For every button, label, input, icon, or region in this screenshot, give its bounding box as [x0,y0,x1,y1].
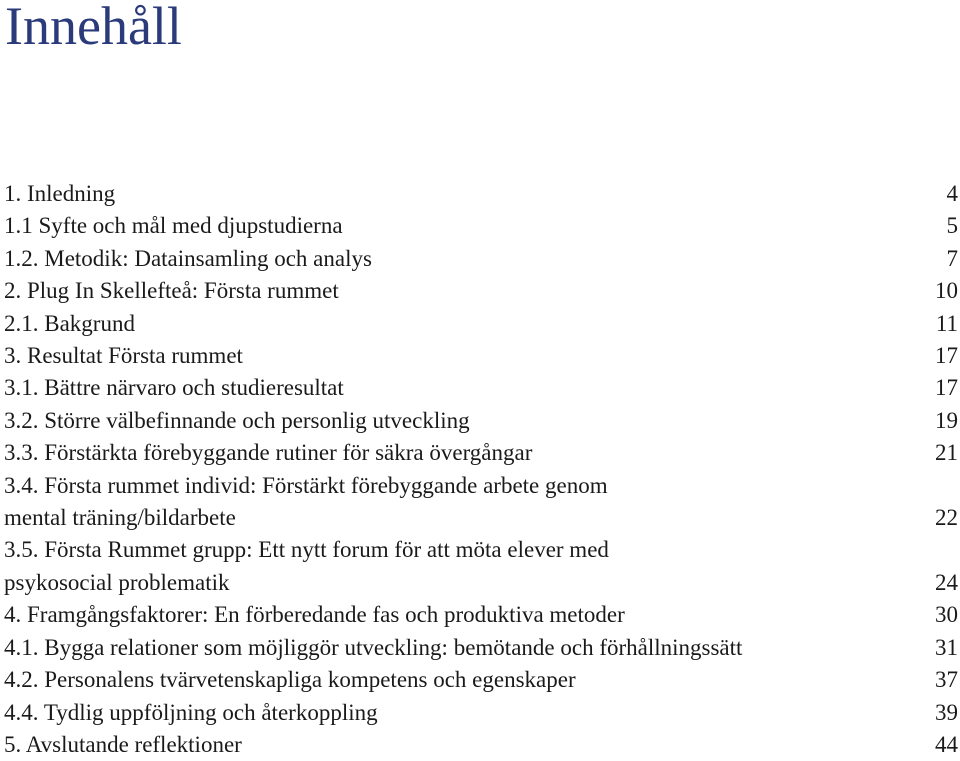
toc-entry-page-number: 22 [935,505,958,531]
toc-entry-title-line: 3.2. Större välbefinnande och personlig utveckling [4,407,470,433]
toc-entry-title-line: 2.1. Bakgrund [4,310,135,336]
toc-entry[interactable] [4,729,960,761]
toc-entry-page-number: 10 [935,278,958,304]
toc-entry-title-line: 3.1. Bättre närvaro och studieresultat [4,375,344,401]
toc-entry-page-number: 17 [935,343,958,369]
toc-entry[interactable] [4,340,960,372]
toc-entry-title-line: 4.1. Bygga relationer som möjliggör utveckling: bemötande och förhållningssätt [4,634,743,660]
toc-entry-page-number: 4 [946,181,958,206]
toc-entry-page-number: 31 [935,634,958,660]
toc-entry[interactable] [4,632,960,664]
toc-entry-title-line: 1.1 Syfte och mål med djupstudierna [4,213,343,239]
toc-entry-title-line: 1. Inledning [4,181,116,206]
toc-entry-title-line: psykosocial problematik [4,569,230,595]
toc-entry-title-line: 3.3. Förstärkta förebyggande rutiner för säkra övergångar [4,440,533,466]
toc-entry-title [4,632,742,664]
toc-entry-title-line: 2. Plug In Skellefteå: Första rummet [4,278,339,304]
toc-entry-title [4,210,343,242]
toc-entry[interactable] [4,437,960,469]
toc-entry-title [4,437,532,469]
toc-entry[interactable] [4,697,960,729]
toc-entry-title-line: 4.4. Tydlig uppföljning och återkoppling [4,699,378,725]
toc-entry-page-number: 39 [935,699,958,725]
toc-entry-title-line: 3.5. Första Rummet grupp: Ett nytt forum för att möta elever med [4,537,609,563]
toc-entry-title [4,405,470,437]
toc-entry-title [4,534,609,599]
table-of-contents [4,178,960,761]
toc-entry-title [4,664,576,696]
toc-entry-title [4,729,242,761]
toc-entry-title [4,470,608,535]
toc-entry-title [4,599,625,631]
toc-entry[interactable] [4,275,960,307]
page-title: Innehåll [5,0,182,56]
toc-entry-page-number: 24 [935,569,958,595]
toc-entry[interactable] [4,664,960,696]
toc-entry-title [4,243,372,275]
toc-entry-title-line: 3. Resultat Första rummet [4,343,243,369]
toc-entry[interactable] [4,405,960,437]
toc-entry-title [4,308,135,340]
toc-entry[interactable] [4,178,960,210]
toc-entry[interactable] [4,372,960,404]
toc-entry-page-number: 19 [935,407,958,433]
toc-entry-page-number: 30 [935,602,958,628]
toc-entry-page-number: 21 [935,440,958,466]
toc-entry-page-number: 17 [935,375,958,401]
toc-entry-title [4,372,344,404]
toc-entry-page-number: 44 [935,731,958,757]
toc-entry[interactable] [4,599,960,631]
toc-entry-title-line: 4. Framgångsfaktorer: En förberedande fas och produktiva metoder [4,602,625,628]
toc-entry[interactable] [4,308,960,340]
toc-entry[interactable] [4,534,960,599]
toc-entry-title-line: 1.2. Metodik: Datainsamling och analys [4,245,372,271]
toc-entry-title-line: 4.2. Personalens tvärvetenskapliga kompetens och egenskaper [4,667,576,693]
toc-entry-title-line: 5. Avslutande reflektioner [4,731,242,757]
toc-entry-title [4,275,339,307]
toc-entry[interactable] [4,470,960,535]
toc-entry[interactable] [4,210,960,242]
toc-entry-title [4,697,378,729]
toc-entry-title [4,178,115,210]
toc-entry-page-number: 11 [935,310,958,336]
toc-entry-title [4,340,243,372]
toc-entry-title-line: mental träning/bildarbete [4,505,236,531]
toc-entry-page-number: 7 [946,245,958,271]
toc-entry-page-number: 37 [935,667,958,693]
toc-entry-page-number: 5 [946,213,958,239]
toc-entry-title-line: 3.4. Första rummet individ: Förstärkt förebyggande arbete genom [4,472,608,498]
toc-entry[interactable] [4,243,960,275]
